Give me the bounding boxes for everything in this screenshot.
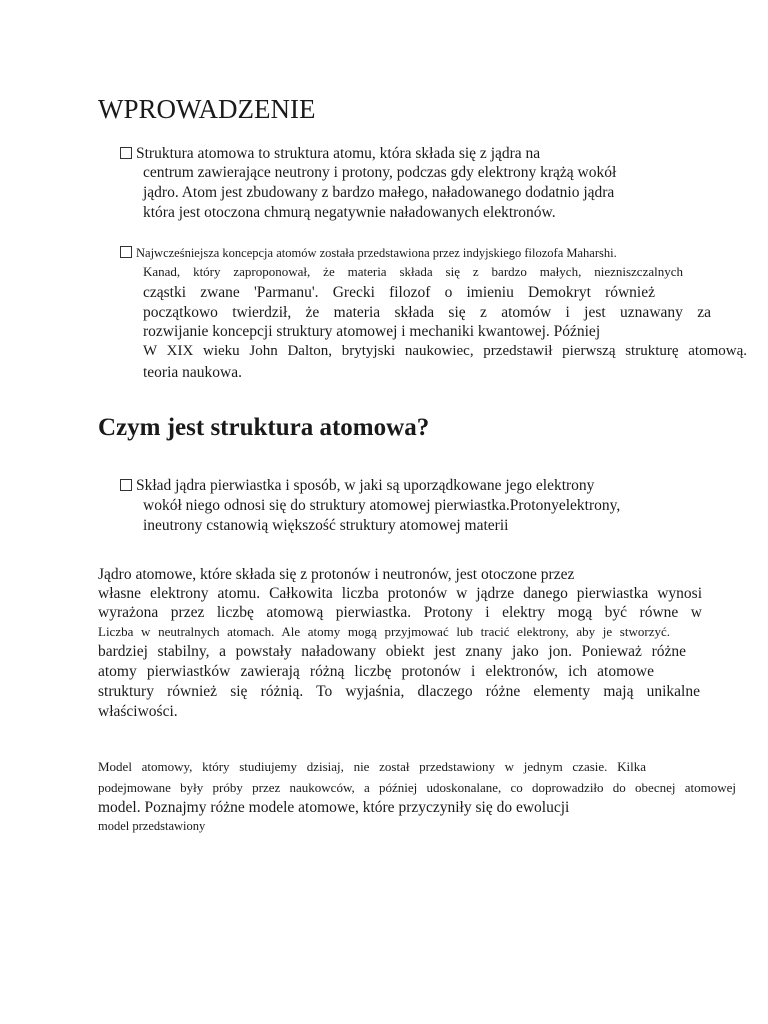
- text-line: model. Poznajmy różne modele atomowe, które przyczyniły się do ewolucji: [98, 799, 570, 816]
- text-line: która jest otoczona chmurą negatywnie naładowanych elektronów.: [143, 204, 556, 221]
- text-line: centrum zawierające neutrony i protony, podczas gdy elektrony krążą wokół: [143, 164, 617, 181]
- text-line: Kanad, który zaproponował, że materia składa się z bardzo małych, niezniszczalnych: [143, 264, 683, 279]
- text-line: właściwości.: [98, 703, 178, 720]
- text-line: teoria naukowa.: [143, 364, 242, 381]
- text-line: model przedstawiony: [98, 819, 206, 833]
- text-line: W XIX wieku John Dalton, brytyjski naukowiec, przedstawił pierwszą strukturę atomową.: [143, 343, 747, 359]
- checkbox-bullet-icon: [120, 246, 132, 258]
- text-line: Model atomowy, który studiujemy dzisiaj, nie został przedstawiony w jednym czasie. Kilka: [98, 759, 646, 774]
- text-line: jądro. Atom jest zbudowany z bardzo małego, naładowanego dodatnio jądra: [143, 184, 615, 201]
- text-line: własne elektrony atomu. Całkowita liczba protonów w jądrze danego pierwiastka wynosi: [98, 585, 702, 602]
- text-line: wokół niego odnosi się do struktury atomowej pierwiastka.Protonyelektrony,: [143, 497, 621, 514]
- text-line: bardziej stabilny, a powstały naładowany obiekt jest znany jako jon. Ponieważ różne: [98, 643, 686, 660]
- text-line: podejmowane były próby przez naukowców, a później udoskonalane, co doprowadziło do obecnej atomowej: [98, 780, 736, 795]
- heading-czym-jest: Czym jest struktura atomowa?: [98, 414, 430, 441]
- text-line: Najwcześniejsza koncepcja atomów została przedstawiona przez indyjskiego filozofa Maharshi.: [120, 246, 680, 261]
- text-line: struktury również się różnią. To wyjaśnia, dlaczego różne elementy mają unikalne: [98, 683, 700, 700]
- text-line: Skład jądra pierwiastka i sposób, w jaki są uporządkowane jego elektrony: [120, 477, 594, 495]
- checkbox-bullet-icon: [120, 479, 132, 491]
- text-line: Jądro atomowe, które składa się z protonów i neutronów, jest otoczone przez: [98, 566, 575, 583]
- text-line: atomy pierwiastków zawierają różną liczbę protonów i elektronów, ich atomowe: [98, 663, 654, 680]
- heading-wprowadzenie: WPROWADZENIE: [98, 94, 316, 124]
- text-line: ineutrony cstanowią większość struktury atomowej materii: [143, 517, 509, 534]
- text-line: Struktura atomowa to struktura atomu, która składa się z jądra na: [120, 145, 540, 163]
- checkbox-bullet-icon: [120, 147, 132, 159]
- text-line: cząstki zwane 'Parmanu'. Grecki filozof o imieniu Demokryt również: [143, 284, 655, 301]
- text-line: Liczba w neutralnych atomach. Ale atomy mogą przyjmować lub tracić elektrony, aby je stworzyć.: [98, 624, 670, 639]
- text-line: rozwijanie koncepcji struktury atomowej i mechaniki kwantowej. Później: [143, 323, 601, 340]
- text-line: początkowo twierdził, że materia składa się z atomów i jest uznawany za: [143, 304, 711, 321]
- text-line: wyrażona przez liczbę atomową pierwiastka. Protony i elektry mogą być równe w: [98, 604, 702, 621]
